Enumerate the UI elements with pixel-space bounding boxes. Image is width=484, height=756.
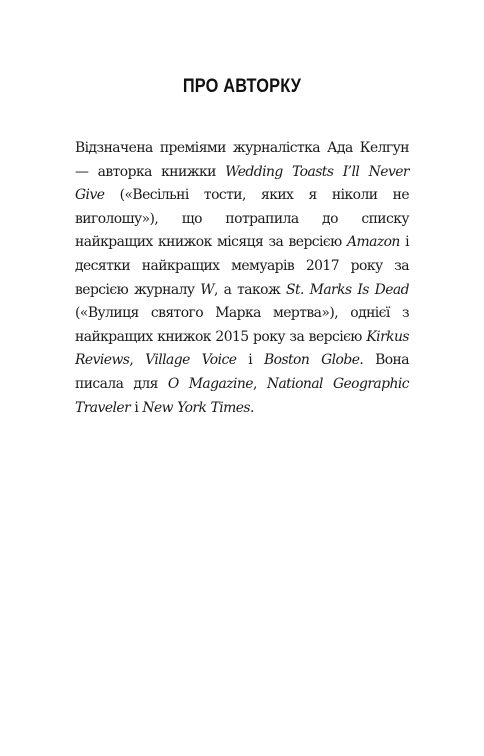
bio-text: . <box>250 399 254 416</box>
publication-w: W <box>200 281 215 298</box>
bio-text: і десятки найкращих мемуарів 2017 року за версією журналу <box>75 234 409 298</box>
publication-kirkus-reviews: Kirkus Reviews <box>75 328 409 369</box>
bio-text: , а також <box>214 281 286 298</box>
publication-boston-globe: Boston Globe <box>263 352 360 369</box>
publication-o-magazine: O Magazine <box>167 375 253 392</box>
bio-text: , <box>252 375 267 392</box>
book-title-st-marks: St. Marks Is Dead <box>286 281 409 298</box>
bio-text: і <box>130 399 143 416</box>
bio-text: («Весільні тости, яких я ніколи не виголошу»), що потрапила до списку найкращих книжок місяця за версією <box>75 187 409 251</box>
publication-new-york-times: New York Times <box>142 399 251 416</box>
bio-text: Відзначена преміями журналістка Ада Келгун — авторка книжки <box>75 140 409 180</box>
bio-text: і <box>236 352 264 369</box>
publication-amazon: Amazon <box>347 234 400 251</box>
bio-text: . Вона писала для <box>75 352 409 392</box>
publication-village-voice: Village Voice <box>145 352 237 369</box>
bio-text: («Вулиця святого Марка мертва»), однієї з найкращих книжок 2015 року за версією <box>75 305 409 345</box>
publication-national-geographic-traveler: National Geographic Traveler <box>75 375 409 416</box>
author-bio-paragraph <box>75 137 409 420</box>
bio-text: , <box>129 352 146 369</box>
page-title: ПРО АВТОРКУ <box>182 76 302 97</box>
book-title-wedding-toasts: Wedding Toasts I’ll Never Give <box>75 163 409 204</box>
